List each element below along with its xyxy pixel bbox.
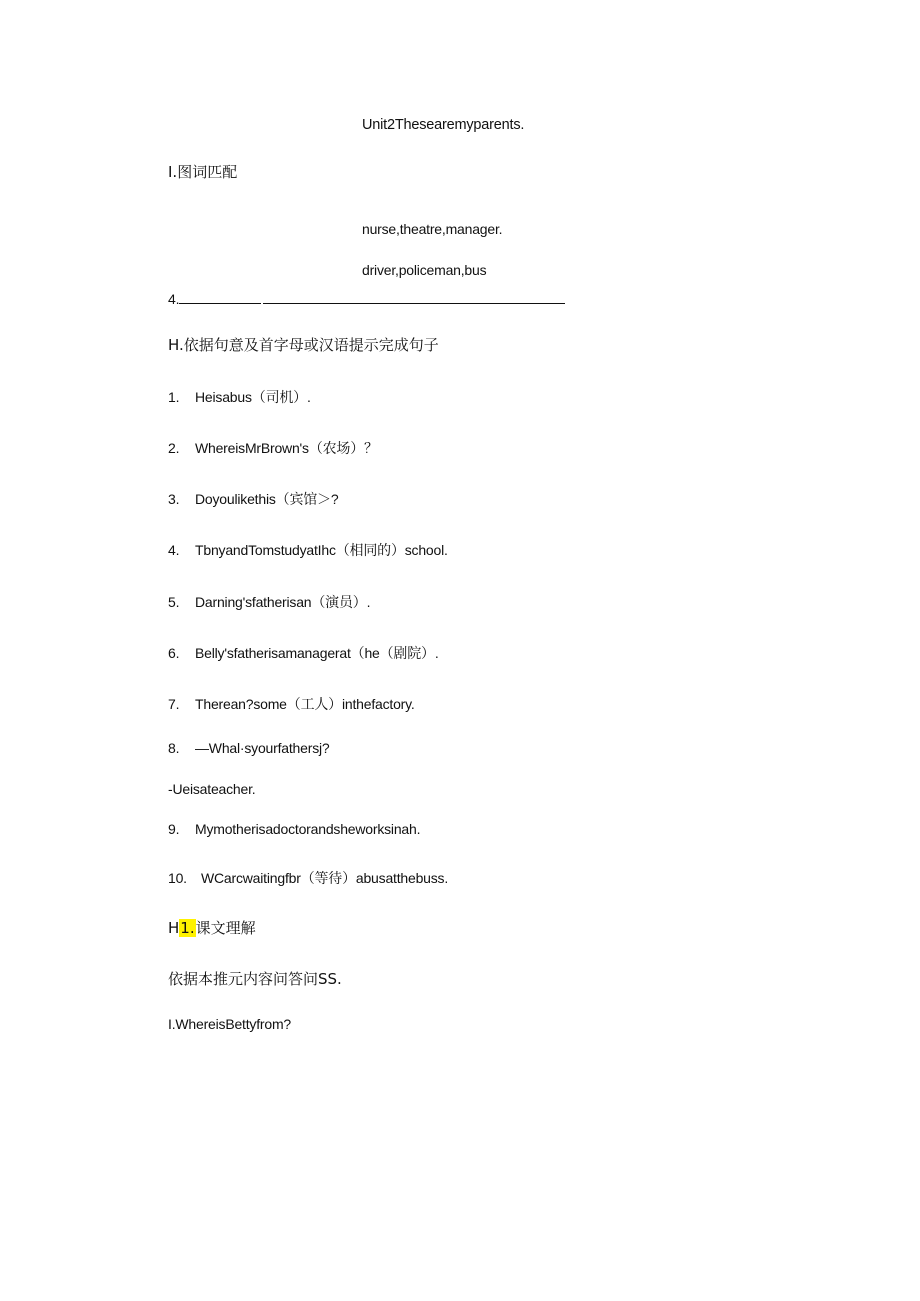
section3-question-1: I.WhereisBettyfrom? — [168, 1016, 292, 1032]
page-title: Unit2Thesearemyparents. — [362, 117, 525, 133]
item-number: 4. — [168, 542, 180, 558]
item-text: WhereisMrBrown's（农场）？ — [195, 440, 378, 456]
answer-blank-long — [263, 292, 565, 304]
sentence-item-9 — [168, 822, 420, 836]
sentence-item-10 — [168, 871, 448, 885]
item-text: TbnyandTomstudyatIhc（相同的）school. — [195, 542, 448, 558]
item-number: 5. — [168, 594, 180, 610]
item-text: Darning'sfatherisan（演员）. — [195, 594, 371, 610]
highlight-mark: 1. — [180, 919, 195, 937]
sentence-item-7 — [168, 697, 415, 711]
item-number: 2. — [168, 440, 180, 456]
sentence-item-6 — [168, 646, 439, 660]
item-text: Heisabus（司机）. — [195, 389, 311, 405]
item-number: 8. — [168, 740, 180, 756]
sentence-item-8 — [168, 741, 330, 755]
item-text: Therean?some（工人）inthefactory. — [195, 696, 415, 712]
item-number: 6. — [168, 645, 180, 661]
word-bank-line-1: nurse,theatre,manager. — [362, 221, 503, 237]
sentence-item-1 — [168, 390, 311, 404]
item-number: 10. — [168, 870, 187, 886]
item-text: WCarcwaitingfbr（等待）abusatthebuss. — [201, 870, 449, 886]
section2-heading: H.依据句意及首字母或汉语提示完成句子 — [168, 336, 439, 354]
item-text: -Ueisateacher. — [168, 781, 256, 797]
section1-heading: I.图词匹配 — [168, 163, 238, 181]
section3-instruction: 依据本推元内容问答问SS. — [168, 970, 342, 988]
sentence-item-2 — [168, 441, 378, 455]
sentence-item-4 — [168, 543, 448, 557]
sentence-item-8-answer — [168, 782, 255, 796]
item-number: 1. — [168, 389, 180, 405]
item-number: 9. — [168, 821, 180, 837]
item-text: Belly'sfatherisamanagerat（he（剧院）. — [195, 645, 439, 661]
heading-rest: 课文理解 — [195, 919, 256, 937]
heading-prefix: H — [168, 919, 180, 937]
section3-heading — [168, 921, 256, 936]
sentence-item-5 — [168, 595, 370, 609]
answer-blank-short — [179, 292, 261, 304]
item-number: 7. — [168, 696, 180, 712]
item-number: 3. — [168, 491, 180, 507]
item-text: —Whal·syourfathersj? — [195, 740, 330, 756]
word-bank-line-2: driver,policeman,bus — [362, 262, 487, 278]
item-text: Doyoulikethis（宾馆＞? — [195, 491, 339, 507]
item-text: Mymotherisadoctorandsheworksinah. — [195, 821, 421, 837]
section1-item-4 — [168, 292, 565, 306]
item-number: 4. — [168, 291, 180, 307]
sentence-item-3 — [168, 492, 338, 506]
